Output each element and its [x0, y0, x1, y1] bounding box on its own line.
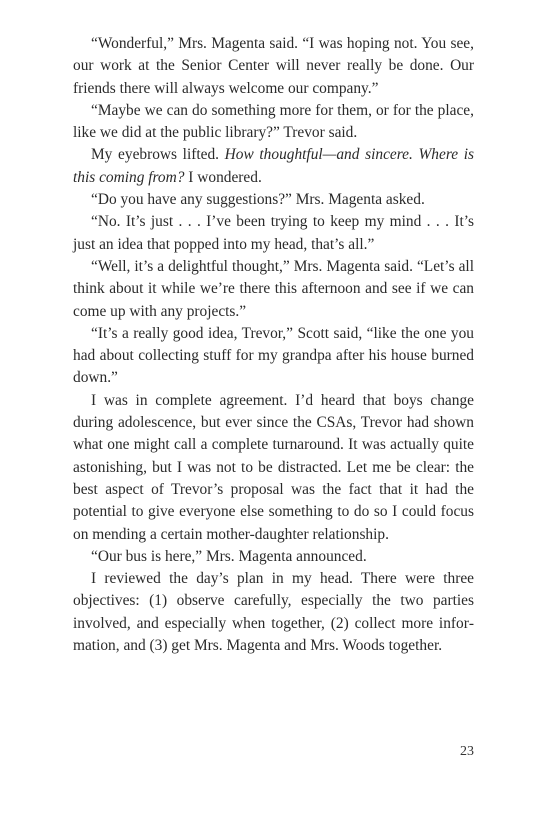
paragraph — [73, 189, 474, 211]
text-run: “Wonderful,” Mrs. Magenta said. “I was hoping not. You see, our work at the Senior Center will never really be done. Our friends there will always welcome our company.” — [73, 35, 474, 97]
paragraph — [73, 568, 474, 657]
text-run: “It’s a really good idea, Trevor,” Scott said, “like the one you had about collecting stuff for my grandpa after his house burned down.” — [73, 324, 474, 387]
text-run: I was in complete agreement. I’d heard that boys change during adolescence, but ever since the CSAs, Trevor had shown what one might call a complete turnaround. It was actually quite astonishing, but I was not to be distracted. Let me be clear: the best aspect of Trevor’s proposal was the fact that it had the potential to give everyone else something to do so I could focus on mending a certain mother-daughter relationship. — [73, 391, 474, 543]
text-run: “Do you have any suggestions?” Mrs. Magenta asked. — [91, 191, 425, 209]
paragraph — [73, 33, 474, 100]
paragraph — [73, 546, 474, 568]
text-run: “Well, it’s a delightful thought,” Mrs. Magenta said. “Let’s all think about it while we’re there this afternoon and see if we can come up with any projects.” — [73, 257, 474, 320]
paragraph — [73, 100, 474, 145]
paragraph — [73, 211, 474, 256]
text-run: “No. It’s just . . . I’ve been trying to keep my mind . . . It’s just an idea that popped into my head, that’s all.” — [73, 213, 474, 253]
paragraph — [73, 323, 474, 390]
page-number: 23 — [460, 744, 474, 759]
text-run: My eyebrows lifted. — [91, 146, 225, 164]
book-page-text — [73, 33, 474, 657]
paragraph — [73, 390, 474, 546]
text-run: I reviewed the day’s plan in my head. There were three objectives: (1) observe carefully, especially the two parties involved, and especially when together, (2) collect more information, and (3) get Mrs. Magenta and Mrs. Woods together. — [73, 570, 474, 655]
text-run: “Our bus is here,” Mrs. Magenta announced. — [91, 547, 367, 565]
text-run: I wondered. — [184, 168, 262, 186]
paragraph — [73, 256, 474, 323]
italic-text-run: How thoughtful—and sincere. Where is this coming from? — [73, 146, 475, 186]
text-run: “Maybe we can do something more for them, or for the place, like we did at the public library?” Trevor said. — [73, 101, 474, 142]
paragraph — [73, 144, 474, 189]
